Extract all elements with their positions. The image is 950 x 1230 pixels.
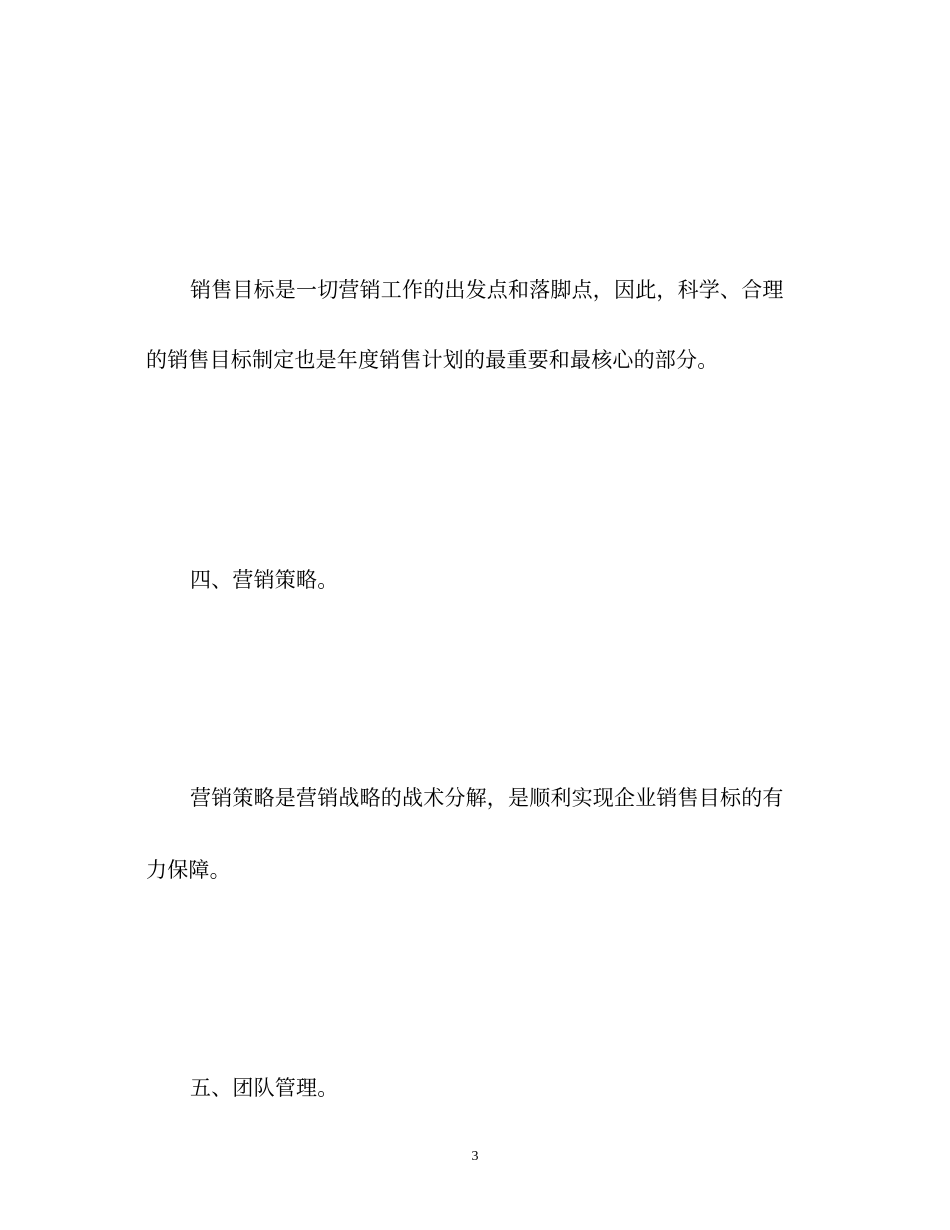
paragraph-marketing-strategy-line-1: 营销策略是营销战略的战术分解，是顺利实现企业销售目标的有	[190, 786, 784, 810]
section-heading-team-management: 五、团队管理。	[190, 1076, 339, 1100]
section-heading-marketing-strategy: 四、营销策略。	[190, 568, 339, 592]
paragraph-sales-goal-line-2: 的销售目标制定也是年度销售计划的最重要和最核心的部分。	[146, 348, 719, 372]
paragraph-sales-goal-line-1: 销售目标是一切营销工作的出发点和落脚点，因此，科学、合理	[190, 278, 784, 302]
paragraph-marketing-strategy-line-2: 力保障。	[146, 858, 231, 882]
page-number: 3	[471, 1149, 479, 1164]
